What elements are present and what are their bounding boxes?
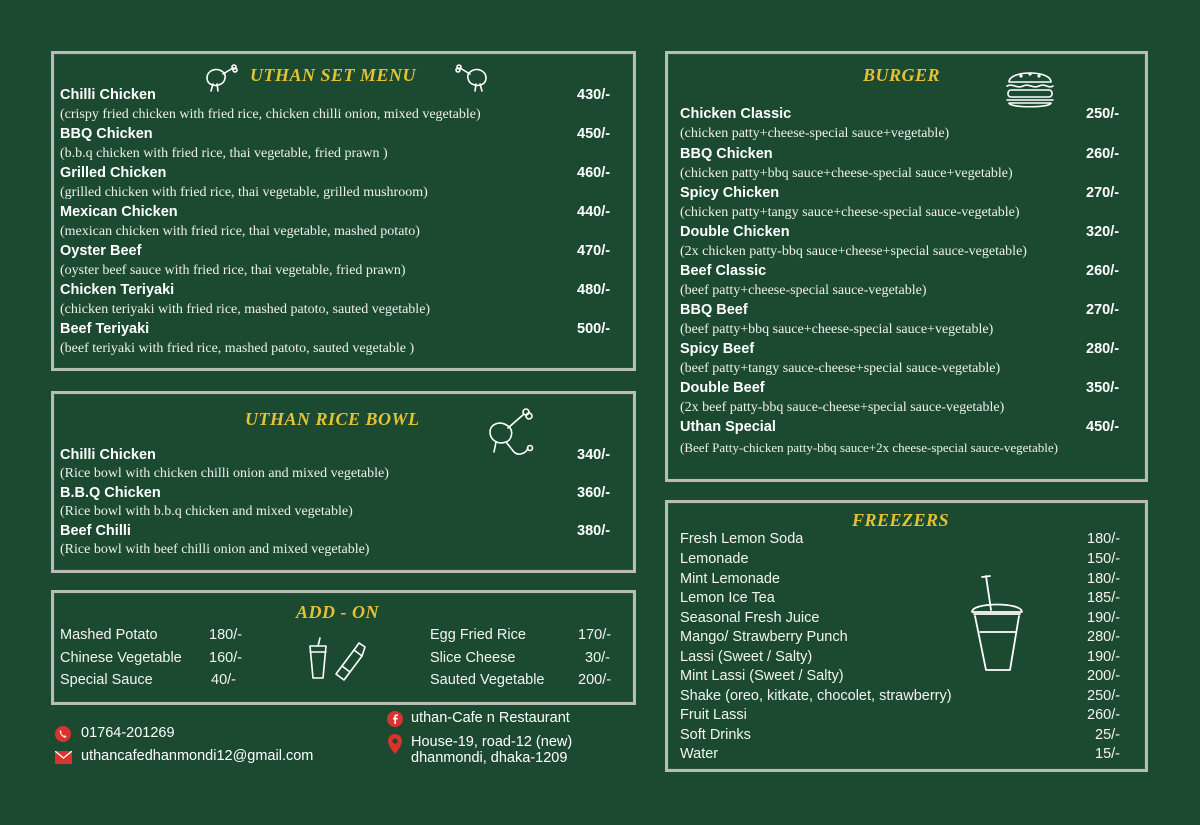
menu-item-name: Spicy Beef [680, 341, 755, 357]
phone-icon [55, 726, 71, 742]
menu-item-price: 440/- [577, 204, 611, 220]
menu-item-price: 450/- [577, 126, 611, 142]
menu-item-price: 350/- [1086, 380, 1120, 396]
drink-item-price: 180/- [1087, 571, 1121, 587]
add-on-item-price: 200/- [578, 672, 612, 688]
chicken-leg-icon [203, 62, 241, 94]
menu-item-price: 250/- [1086, 106, 1120, 122]
menu-item-name: BBQ Beef [680, 302, 748, 318]
menu-item-name: Grilled Chicken [60, 165, 167, 181]
chicken-leg-icon [452, 62, 490, 94]
drink-and-sauce-bottle-icon [304, 636, 368, 682]
soft-drink-cup-icon [966, 574, 1028, 674]
menu-item-desc: (beef patty+cheese-special sauce-vegetable) [680, 283, 927, 298]
menu-item-name: Chilli Chicken [60, 87, 156, 103]
menu-item-price: 360/- [577, 485, 611, 501]
menu-item-desc: (2x chicken patty-bbq sauce+cheese+special sauce-vegetable) [680, 244, 1027, 259]
menu-item-name: Double Chicken [680, 224, 790, 240]
drink-item-price: 260/- [1087, 707, 1121, 723]
add-on-item-name: Sauted Vegetable [430, 672, 545, 688]
menu-item-name: Beef Teriyaki [60, 321, 150, 337]
add-on-item-name: Mashed Potato [60, 627, 158, 643]
menu-item-name: Chicken Teriyaki [60, 282, 175, 298]
menu-item-desc: (chicken patty+tangy sauce+cheese-special sauce-vegetable) [680, 205, 1020, 220]
add-on-item-name: Chinese Vegetable [60, 650, 182, 666]
freezers-title: FREEZERS [852, 510, 950, 530]
drink-item-price: 180/- [1087, 531, 1121, 547]
menu-item-price: 280/- [1086, 341, 1120, 357]
drink-item-name: Fruit Lassi [680, 707, 747, 723]
menu-item-name: Chilli Chicken [60, 447, 156, 463]
menu-item-desc: (Rice bowl with b.b.q chicken and mixed vegetable) [60, 504, 353, 519]
menu-item-desc: (crispy fried chicken with fried rice, chicken chilli onion, mixed vegetable) [60, 107, 481, 122]
set-menu-title: UTHAN SET MENU [250, 65, 417, 85]
address-line-2: dhanmondi, dhaka-1209 [411, 750, 568, 766]
drink-item-price: 190/- [1087, 649, 1121, 665]
menu-item-desc: (mexican chicken with fried rice, thai vegetable, mashed potato) [60, 224, 420, 239]
drink-item-price: 200/- [1087, 668, 1121, 684]
add-on-item-price: 40/- [211, 672, 236, 688]
menu-item-name: BBQ Chicken [60, 126, 153, 142]
drink-item-name: Mint Lassi (Sweet / Salty) [680, 668, 844, 684]
drink-item-price: 185/- [1087, 590, 1121, 606]
menu-item-name: Mexican Chicken [60, 204, 178, 220]
menu-item-price: 450/- [1086, 419, 1120, 435]
address-line-1: House-19, road-12 (new) [411, 734, 573, 750]
menu-item-name: B.B.Q Chicken [60, 485, 161, 501]
facebook-icon [387, 711, 403, 727]
drink-item-price: 280/- [1087, 629, 1121, 645]
email-icon [55, 751, 72, 764]
menu-item-desc: (Rice bowl with beef chilli onion and mixed vegetable) [60, 542, 370, 557]
menu-item-name: Chicken Classic [680, 106, 792, 122]
drink-item-name: Lassi (Sweet / Salty) [680, 649, 813, 665]
menu-item-price: 270/- [1086, 302, 1120, 318]
menu-item-desc: (Beef Patty-chicken patty-bbq sauce+2x cheese-special sauce-vegetable) [680, 440, 1059, 455]
menu-item-desc: (chicken patty+cheese-special sauce+vegetable) [680, 126, 950, 141]
drink-item-price: 25/- [1095, 727, 1120, 743]
add-on-item-price: 30/- [585, 650, 610, 666]
menu-item-desc: (chicken patty+bbq sauce+cheese-special sauce+vegetable) [680, 166, 1013, 181]
menu-item-desc: (b.b.q chicken with fried rice, thai vegetable, fried prawn ) [60, 146, 388, 161]
add-on-item-price: 160/- [209, 650, 243, 666]
add-on-item-name: Slice Cheese [430, 650, 516, 666]
menu-item-price: 260/- [1086, 146, 1120, 162]
drink-item-name: Lemon Ice Tea [680, 590, 775, 606]
menu-item-desc: (Rice bowl with chicken chilli onion and mixed vegetable) [60, 466, 389, 481]
drink-item-name: Shake (oreo, kitkate, chocolet, strawberry) [680, 688, 952, 704]
burger-title: BURGER [863, 65, 941, 85]
menu-item-price: 480/- [577, 282, 611, 298]
menu-item-name: Oyster Beef [60, 243, 142, 259]
menu-item-name: Uthan Special [680, 419, 776, 435]
drink-item-name: Water [680, 746, 719, 762]
email-address[interactable]: uthancafedhanmondi12@gmail.com [81, 748, 314, 764]
location-pin-icon [388, 734, 402, 754]
add-on-title: ADD - ON [296, 602, 379, 622]
menu-item-price: 340/- [577, 447, 611, 463]
drink-item-name: Mint Lemonade [680, 571, 780, 587]
drink-item-price: 150/- [1087, 551, 1121, 567]
menu-item-desc: (beef patty+bbq sauce+cheese-special sauce+vegetable) [680, 322, 994, 337]
menu-item-price: 260/- [1086, 263, 1120, 279]
menu-item-price: 270/- [1086, 185, 1120, 201]
menu-item-name: Spicy Chicken [680, 185, 780, 201]
burger-icon [1003, 62, 1057, 112]
drink-item-name: Mango/ Strawberry Punch [680, 629, 848, 645]
add-on-item-price: 170/- [578, 627, 612, 643]
add-on-item-name: Special Sauce [60, 672, 153, 688]
menu-item-name: Beef Chilli [60, 523, 131, 539]
menu-item-price: 500/- [577, 321, 611, 337]
menu-item-name: Double Beef [680, 380, 765, 396]
drink-item-name: Fresh Lemon Soda [680, 531, 804, 547]
menu-item-price: 430/- [577, 87, 611, 103]
drink-item-name: Seasonal Fresh Juice [680, 610, 820, 626]
menu-item-desc: (beef teriyaki with fried rice, mashed patoto, sauted vegetable ) [60, 341, 415, 356]
add-on-item-price: 180/- [209, 627, 243, 643]
phone-number[interactable]: 01764-201269 [81, 725, 175, 741]
menu-item-name: Beef Classic [680, 263, 767, 279]
menu-item-price: 470/- [577, 243, 611, 259]
menu-item-name: BBQ Chicken [680, 146, 773, 162]
menu-item-desc: (oyster beef sauce with fried rice, thai vegetable, fried prawn) [60, 263, 406, 278]
menu-item-desc: (beef patty+tangy sauce-cheese+special sauce-vegetable) [680, 361, 1001, 376]
menu-item-price: 320/- [1086, 224, 1120, 240]
rice-bowl-title: UTHAN RICE BOWL [245, 409, 420, 429]
facebook-page[interactable]: uthan-Cafe n Restaurant [411, 710, 570, 726]
menu-item-price: 380/- [577, 523, 611, 539]
drink-item-price: 250/- [1087, 688, 1121, 704]
drink-item-price: 15/- [1095, 746, 1120, 762]
menu-item-desc: (chicken teriyaki with fried rice, mashed patoto, sauted vegetable) [60, 302, 431, 317]
chicken-leg-icon [484, 404, 544, 460]
drink-item-name: Soft Drinks [680, 727, 751, 743]
menu-item-desc: (2x beef patty-bbq sauce-cheese+special sauce-vegetable) [680, 400, 1005, 415]
menu-item-desc: (grilled chicken with fried rice, thai vegetable, grilled mushroom) [60, 185, 428, 200]
drink-item-name: Lemonade [680, 551, 749, 567]
menu-item-price: 460/- [577, 165, 611, 181]
add-on-item-name: Egg Fried Rice [430, 627, 526, 643]
drink-item-price: 190/- [1087, 610, 1121, 626]
